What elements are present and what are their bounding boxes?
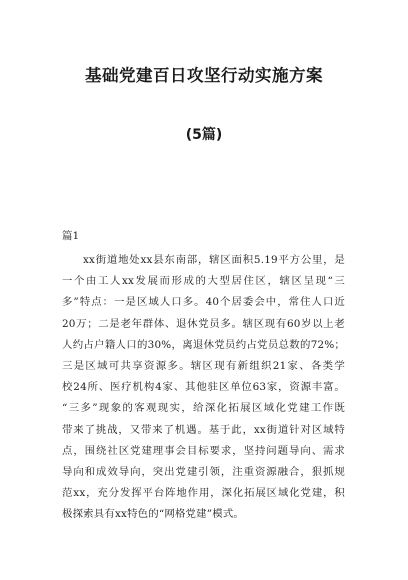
paragraph-line: 点，围绕社区党建理事会目标要求，坚持问题导向、需求 — [62, 444, 345, 457]
paragraph-line: 三是区域可共享资源多。辖区现有新组织21家、各类学 — [62, 360, 345, 373]
paragraph-line: 一个由工人xx发展而形成的大型居住区，辖区呈现“三 — [62, 275, 345, 288]
paragraph-line: 导向和成效导向，突出党建引领，注重资源融合，狠抓规 — [62, 466, 345, 479]
document-subtitle: (5篇) — [185, 127, 223, 143]
document-title: 基础党建百日攻坚行动实施方案 — [85, 66, 323, 85]
paragraph-line: xx街道地处xx县东南部，辖区面积5.19平方公里，是 — [83, 254, 345, 266]
paragraph-line: “三多”现象的客观现实，给深化拓展区域化党建工作既 — [62, 402, 345, 415]
paragraph-line: 人约占户籍人口的30%，离退休党员约占党员总数的72%； — [62, 338, 345, 351]
paragraph-line: 范xx，充分发挥平台阵地作用，深化拓展区域化党建，积 — [62, 487, 345, 500]
paragraph-line: 校24所、医疗机构4家、其他驻区单位63家，资源丰富。 — [62, 381, 345, 394]
section-label: 篇1 — [62, 230, 80, 242]
paragraph-line: 20万；二是老年群体、退休党员多。辖区现有60岁以上老 — [62, 317, 345, 330]
paragraph-line: 多”特点：一是区域人口多。40个居委会中，常住人口近 — [62, 296, 345, 309]
paragraph-line: 带来了挑战，又带来了机遇。基于此，xx街道针对区域特 — [62, 423, 345, 436]
body-paragraph — [62, 250, 345, 526]
paragraph-line: 极探索具有xx特色的“网格党建”模式。 — [62, 508, 245, 521]
